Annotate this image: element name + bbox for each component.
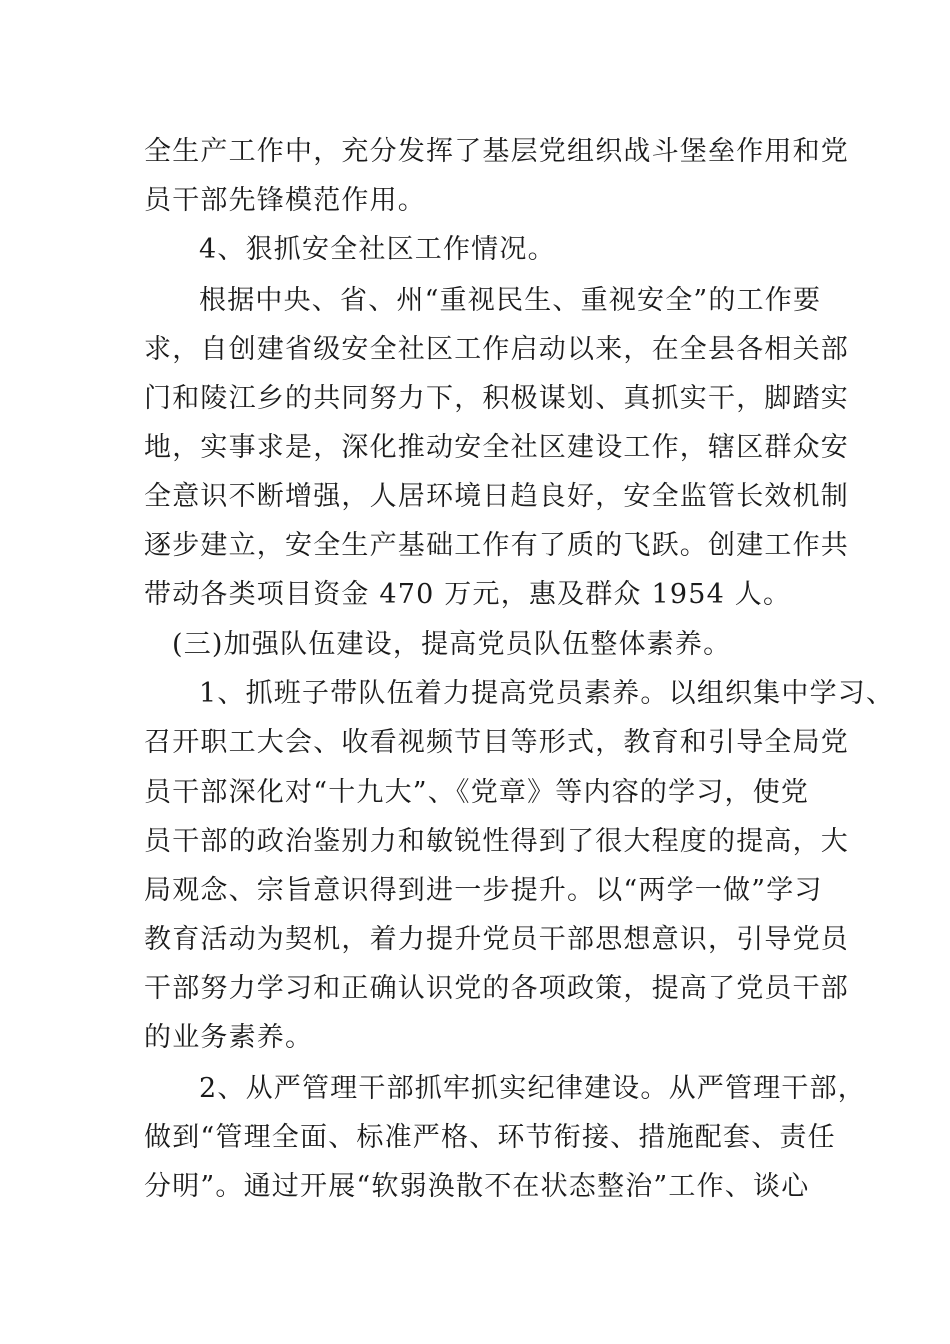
text-line: 局观念、宗旨意识得到进一步提升。以“两学一做”学习 bbox=[144, 875, 823, 906]
text-line: 求，自创建省级安全社区工作启动以来，在全县各相关部 bbox=[144, 334, 849, 365]
text-line: 教育活动为契机，着力提升党员干部思想意识，引导党员 bbox=[144, 924, 849, 955]
text-line: 分明”。通过开展“软弱涣散不在状态整治”工作、谈心 bbox=[144, 1171, 810, 1202]
text-line: 门和陵江乡的共同努力下，积极谋划、真抓实干，脚踏实 bbox=[144, 383, 849, 414]
text-line: 员干部的政治鉴别力和敏锐性得到了很大程度的提高，大 bbox=[144, 826, 849, 857]
text-line: 干部努力学习和正确认识党的各项政策，提高了党员干部 bbox=[144, 973, 849, 1004]
section-heading: (三)加强队伍建设，提高党员队伍整体素养。 bbox=[172, 629, 732, 660]
text-line: 逐步建立，安全生产基础工作有了质的飞跃。创建工作共 bbox=[144, 530, 849, 561]
text-line: 带动各类项目资金 470 万元，惠及群众 1954 人。 bbox=[144, 579, 792, 610]
text-line: 2、从严管理干部抓牢抓实纪律建设。从严管理干部， bbox=[199, 1073, 866, 1104]
text-line: 全意识不断增强，人居环境日趋良好，安全监管长效机制 bbox=[144, 481, 849, 512]
text-line: 根据中央、省、州“重视民生、重视安全”的工作要 bbox=[199, 285, 822, 316]
text-line: 员干部深化对“十九大”、《党章》等内容的学习，使党 bbox=[144, 777, 810, 808]
text-line: 员干部先锋模范作用。 bbox=[144, 185, 426, 216]
text-line: 地，实事求是，深化推动安全社区建设工作，辖区群众安 bbox=[144, 432, 849, 463]
text-line: 全生产工作中，充分发挥了基层党组织战斗堡垒作用和党 bbox=[144, 136, 849, 167]
text-line: 做到“管理全面、标准严格、环节衔接、措施配套、责任 bbox=[144, 1122, 836, 1153]
text-line: 的业务素养。 bbox=[144, 1022, 314, 1053]
section-heading: 4、狠抓安全社区工作情况。 bbox=[199, 234, 556, 265]
text-line: 1、抓班子带队伍着力提高党员素养。以组织集中学习、 bbox=[199, 678, 895, 709]
text-line: 召开职工大会、收看视频节目等形式，教育和引导全局党 bbox=[144, 727, 849, 758]
